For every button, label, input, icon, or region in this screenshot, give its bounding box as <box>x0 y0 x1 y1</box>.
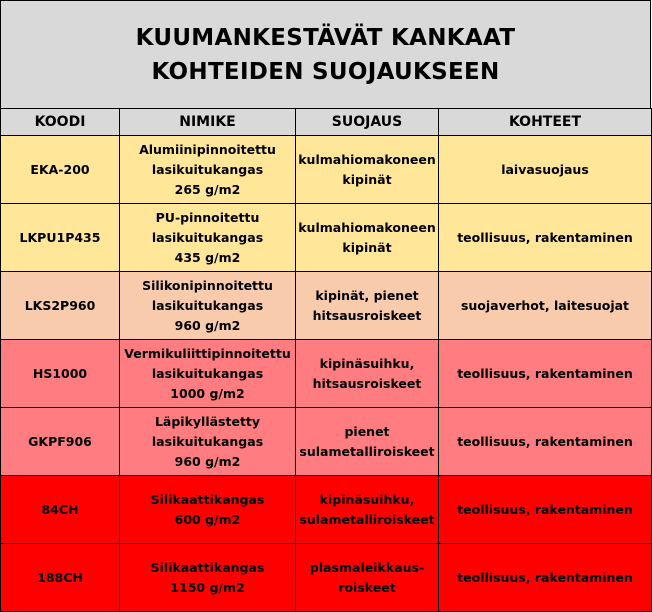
cell-protection: kulmahiomakoneen kipinät <box>296 204 439 272</box>
title-line-2: KOHTEIDEN SUOJAUKSEEN <box>151 58 500 85</box>
cell-protection: kipinäsuihku, hitsausroiskeet <box>296 340 439 408</box>
table-row <box>1 340 652 408</box>
table-row <box>1 272 652 340</box>
cell-code: HS1000 <box>1 340 120 408</box>
cell-protection: kipinät, pienet hitsausroiskeet <box>296 272 439 340</box>
table-row <box>1 544 652 612</box>
cell-protection: kipinäsuihku, sulametalliroiskeet <box>296 476 439 544</box>
cell-code: 188CH <box>1 544 120 612</box>
cell-code: 84CH <box>1 476 120 544</box>
cell-name: PU-pinnoitettu lasikuitukangas 435 g/m2 <box>120 204 296 272</box>
table-row <box>1 476 652 544</box>
cell-protection: pienet sulametalliroiskeet <box>296 408 439 476</box>
cell-targets: laivasuojaus <box>439 136 652 204</box>
cell-name: Silikaattikangas 600 g/m2 <box>120 476 296 544</box>
cell-name: Alumiinipinnoitettu lasikuitukangas 265 g/m2 <box>120 136 296 204</box>
header-code: KOODI <box>1 109 120 136</box>
table-row <box>1 136 652 204</box>
cell-targets: teollisuus, rakentaminen <box>439 408 652 476</box>
table-row <box>1 408 652 476</box>
fabric-table <box>0 108 652 612</box>
cell-targets: teollisuus, rakentaminen <box>439 204 652 272</box>
cell-name: Silikaattikangas 1150 g/m2 <box>120 544 296 612</box>
header-row <box>1 109 652 136</box>
cell-targets: teollisuus, rakentaminen <box>439 544 652 612</box>
cell-name: Läpikyllästetty lasikuitukangas 960 g/m2 <box>120 408 296 476</box>
cell-targets: suojaverhot, laitesuojat <box>439 272 652 340</box>
cell-code: LKS2P960 <box>1 272 120 340</box>
cell-code: LKPU1P435 <box>1 204 120 272</box>
cell-code: EKA-200 <box>1 136 120 204</box>
cell-targets: teollisuus, rakentaminen <box>439 476 652 544</box>
table-row <box>1 204 652 272</box>
header-name: NIMIKE <box>120 109 296 136</box>
header-protection: SUOJAUS <box>296 109 439 136</box>
title-line-1: KUUMANKESTÄVÄT KANKAAT <box>135 24 516 51</box>
cell-name: Silikonipinnoitettu lasikuitukangas 960 g/m2 <box>120 272 296 340</box>
title-banner <box>0 0 651 109</box>
header-targets: KOHTEET <box>439 109 652 136</box>
cell-targets: teollisuus, rakentaminen <box>439 340 652 408</box>
cell-name: Vermikuliittipinnoitettu lasikuitukangas 1000 g/m2 <box>120 340 296 408</box>
cell-protection: kulmahiomakoneen kipinät <box>296 136 439 204</box>
cell-protection: plasmaleikkaus- roiskeet <box>296 544 439 612</box>
cell-code: GKPF906 <box>1 408 120 476</box>
